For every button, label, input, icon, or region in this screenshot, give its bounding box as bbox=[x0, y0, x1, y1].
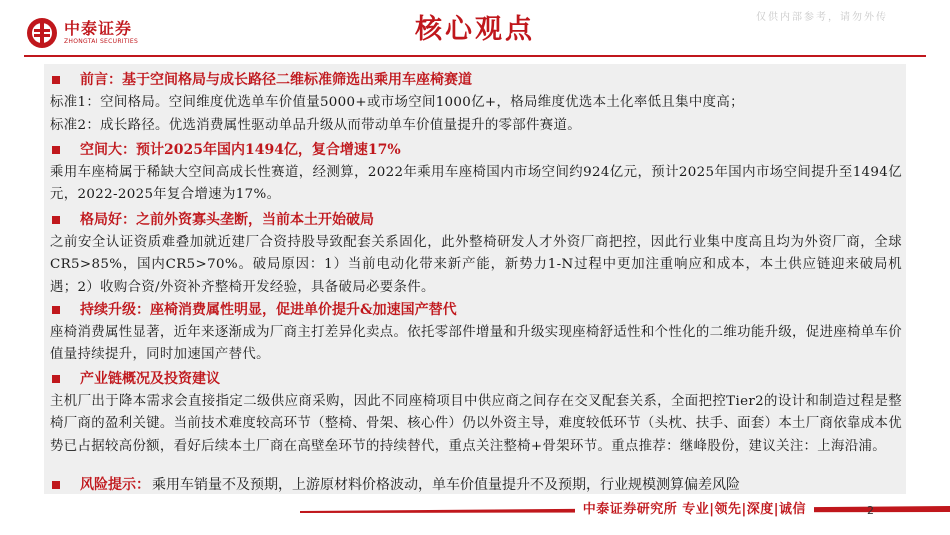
bullet-square-icon bbox=[52, 146, 60, 154]
page-title: 核心观点 bbox=[415, 14, 535, 45]
confidential-watermark: 仅供内部参考，请勿外传 bbox=[756, 12, 888, 23]
footer-institute-slogan: 中泰证券研究所 专业|领先|深度|诚信 bbox=[575, 499, 814, 521]
section-heading-competition: 格局好：之前外资寡头垄断，当前本土开始破局 bbox=[52, 210, 374, 230]
page-number: 2 bbox=[867, 504, 874, 517]
logo-chinese-name: 中泰证券 bbox=[64, 19, 133, 38]
section-paragraph: 标准2：成长路径。优选消费属性驱动单品升级从而带动单车价值量提升的零部件赛道。 bbox=[50, 118, 582, 133]
section-heading-market-size: 空间大：预计2025年国内1494亿，复合增速17% bbox=[52, 140, 401, 160]
section-paragraph: 标准1：空间格局。空间维度优选单车价值量5000+或市场空间1000亿+，格局维度优选本土化率低且集中度高； bbox=[50, 95, 744, 110]
bullet-square-icon bbox=[52, 375, 60, 383]
bullet-square-icon bbox=[52, 306, 60, 314]
section-paragraph: 座椅消费属性显著，近年来逐渐成为厂商主打差异化卖点。依托零部件增量和升级实现座椅舒适性和个性化的二维功能升级，促进座椅单车价值量持续提升，同时加速国产替代。 bbox=[50, 325, 902, 363]
risk-items: 乘用车销量不及预期，上游原材料价格波动，单车价值量提升不及预期，行业规模测算偏差风险 bbox=[152, 477, 740, 493]
section-heading-upgrade: 持续升级：座椅消费属性明显，促进单价提升&加速国产替代 bbox=[52, 300, 457, 320]
section-paragraph: 乘用车座椅属于稀缺大空间高成长性赛道，经测算，2022年乘用车座椅国内市场空间约924亿元，预计2025年国内市场空间提升至1494亿元，2022-2025年复合增速为17%。 bbox=[50, 165, 902, 203]
section-paragraph: 主机厂出于降本需求会直接指定二级供应商采购，因此不同座椅项目中供应商之间存在交叉配套关系，全面把控Tier2的设计和制造过程是整椅厂商的盈利关键。当前技术难度较高环节（整椅、骨架、核心件）仍以外资主导，难度较低环节（头枕、扶手、面套）本土厂商依靠成本优势已占据较高份额，看好后续本土厂商在高壁垒环节的持续替代，重点关注整椅+骨架环节。重点推荐：继峰股份，建议关注：上海沿浦。 bbox=[50, 394, 902, 454]
logo-english-name: ZHONGTAI SECURITIES bbox=[64, 38, 139, 45]
content-panel bbox=[44, 64, 906, 494]
section-paragraph: 之前安全认证资质难叠加就近建厂合资持股导致配套关系固化，此外整椅研发人才外资厂商把控，因此行业集中度高且均为外资厂商，全球CR5>85%，国内CR5>70%。破局原因：1）当前电动化带来新产能，新势力1-N过程中更加注重响应和成本，本土供应链迎来破局机遇；2）收购合资/外资补齐整椅开发经验，具备破局必要条件。 bbox=[50, 235, 902, 295]
bullet-square-icon bbox=[52, 216, 60, 224]
section-heading-intro: 前言：基于空间格局与成长路径二维标准筛选出乘用车座椅赛道 bbox=[52, 70, 472, 90]
section-heading-industry-chain: 产业链概况及投资建议 bbox=[52, 369, 220, 389]
bullet-square-icon bbox=[52, 481, 60, 489]
bullet-square-icon bbox=[52, 76, 60, 84]
section-heading-risk: 风险提示： 乘用车销量不及预期，上游原材料价格波动，单车价值量提升不及预期，行业规模测算偏差风险 bbox=[52, 475, 740, 495]
header-divider bbox=[24, 55, 926, 57]
